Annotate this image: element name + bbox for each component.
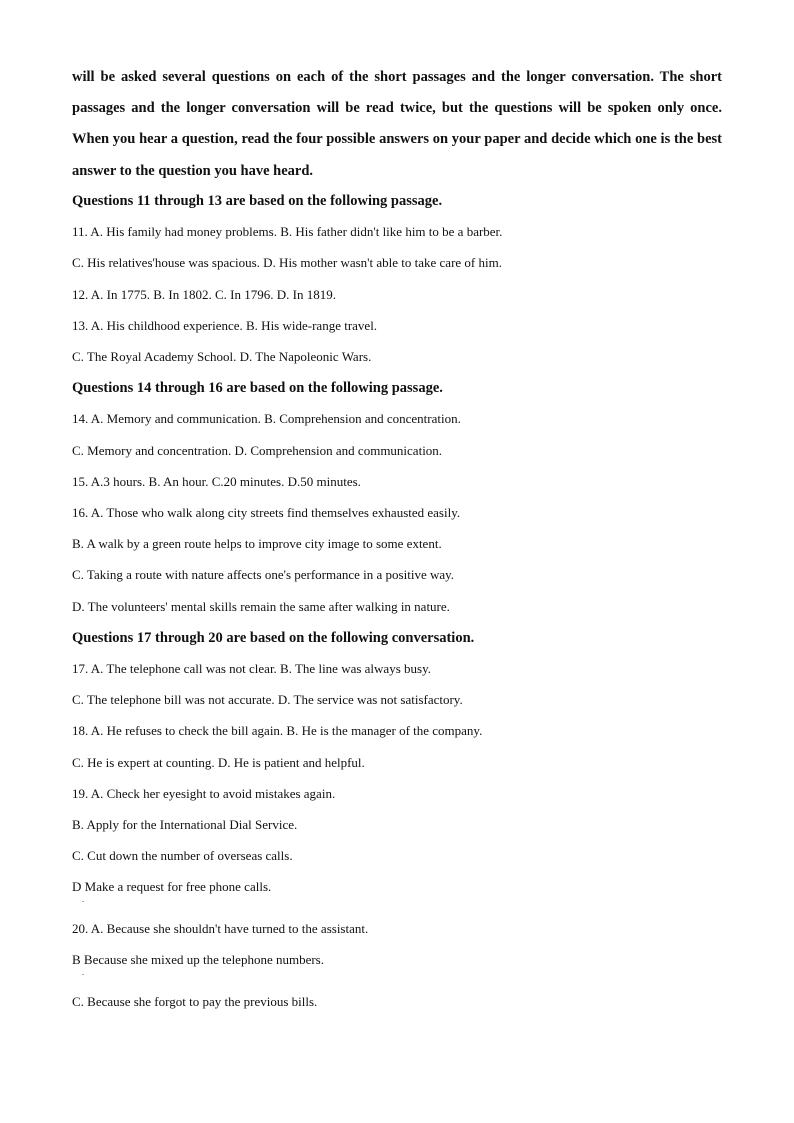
question-line: 15. A.3 hours. B. An hour. C.20 minutes. D.50 minutes. [72, 474, 361, 489]
question-line: 14. A. Memory and communication. B. Comprehension and concentration. [72, 411, 461, 426]
question-line: D Make a request for free phone calls. [72, 879, 272, 894]
question-line: 16. A. Those who walk along city streets find themselves exhausted easily. [72, 505, 461, 520]
section-heading-q17-20: Questions 17 through 20 are based on the following conversation. [72, 630, 475, 646]
question-line: B Because she mixed up the telephone numbers. [72, 952, 324, 967]
question-line: 18. A. He refuses to check the bill again. B. He is the manager of the company. [72, 723, 483, 738]
stray-mark: . [82, 895, 84, 904]
question-line: C. He is expert at counting. D. He is patient and helpful. [72, 755, 365, 770]
question-line: C. Cut down the number of overseas calls. [72, 848, 293, 863]
section-heading-q11-13: Questions 11 through 13 are based on the following passage. [72, 193, 443, 209]
question-line: 17. A. The telephone call was not clear. B. The line was always busy. [72, 661, 431, 676]
instructions-paragraph: will be asked several questions on each of the short passages and the longer conversation. The short passages and the longer conversation will be read twice, but the questions will be spoken only once. When you hear a question, read the four possible answers on your paper and decide which one is the best answer to the question you have heard. [72, 69, 722, 179]
section-heading-q14-16: Questions 14 through 16 are based on the following passage. [72, 380, 443, 396]
question-line: B. Apply for the International Dial Service. [72, 817, 298, 832]
stray-mark: . [82, 968, 84, 977]
question-line: 13. A. His childhood experience. B. His wide-range travel. [72, 318, 378, 333]
question-line: C. His relatives'house was spacious. D. His mother wasn't able to take care of him. [72, 255, 502, 270]
question-line: 20. A. Because she shouldn't have turned to the assistant. [72, 921, 369, 936]
question-line: C. The Royal Academy School. D. The Napoleonic Wars. [72, 349, 372, 364]
question-line: C. Memory and concentration. D. Comprehension and communication. [72, 443, 443, 458]
question-line: D. The volunteers' mental skills remain the same after walking in nature. [72, 599, 450, 614]
question-line: B. A walk by a green route helps to improve city image to some extent. [72, 536, 442, 551]
question-line: C. Because she forgot to pay the previous bills. [72, 994, 318, 1009]
question-line: C. Taking a route with nature affects one's performance in a positive way. [72, 567, 455, 582]
question-line: C. The telephone bill was not accurate. D. The service was not satisfactory. [72, 692, 463, 707]
question-line: 12. A. In 1775. B. In 1802. C. In 1796. D. In 1819. [72, 287, 336, 302]
question-line: 11. A. His family had money problems. B. His father didn't like him to be a barber. [72, 224, 503, 239]
question-line: 19. A. Check her eyesight to avoid mistakes again. [72, 786, 336, 801]
